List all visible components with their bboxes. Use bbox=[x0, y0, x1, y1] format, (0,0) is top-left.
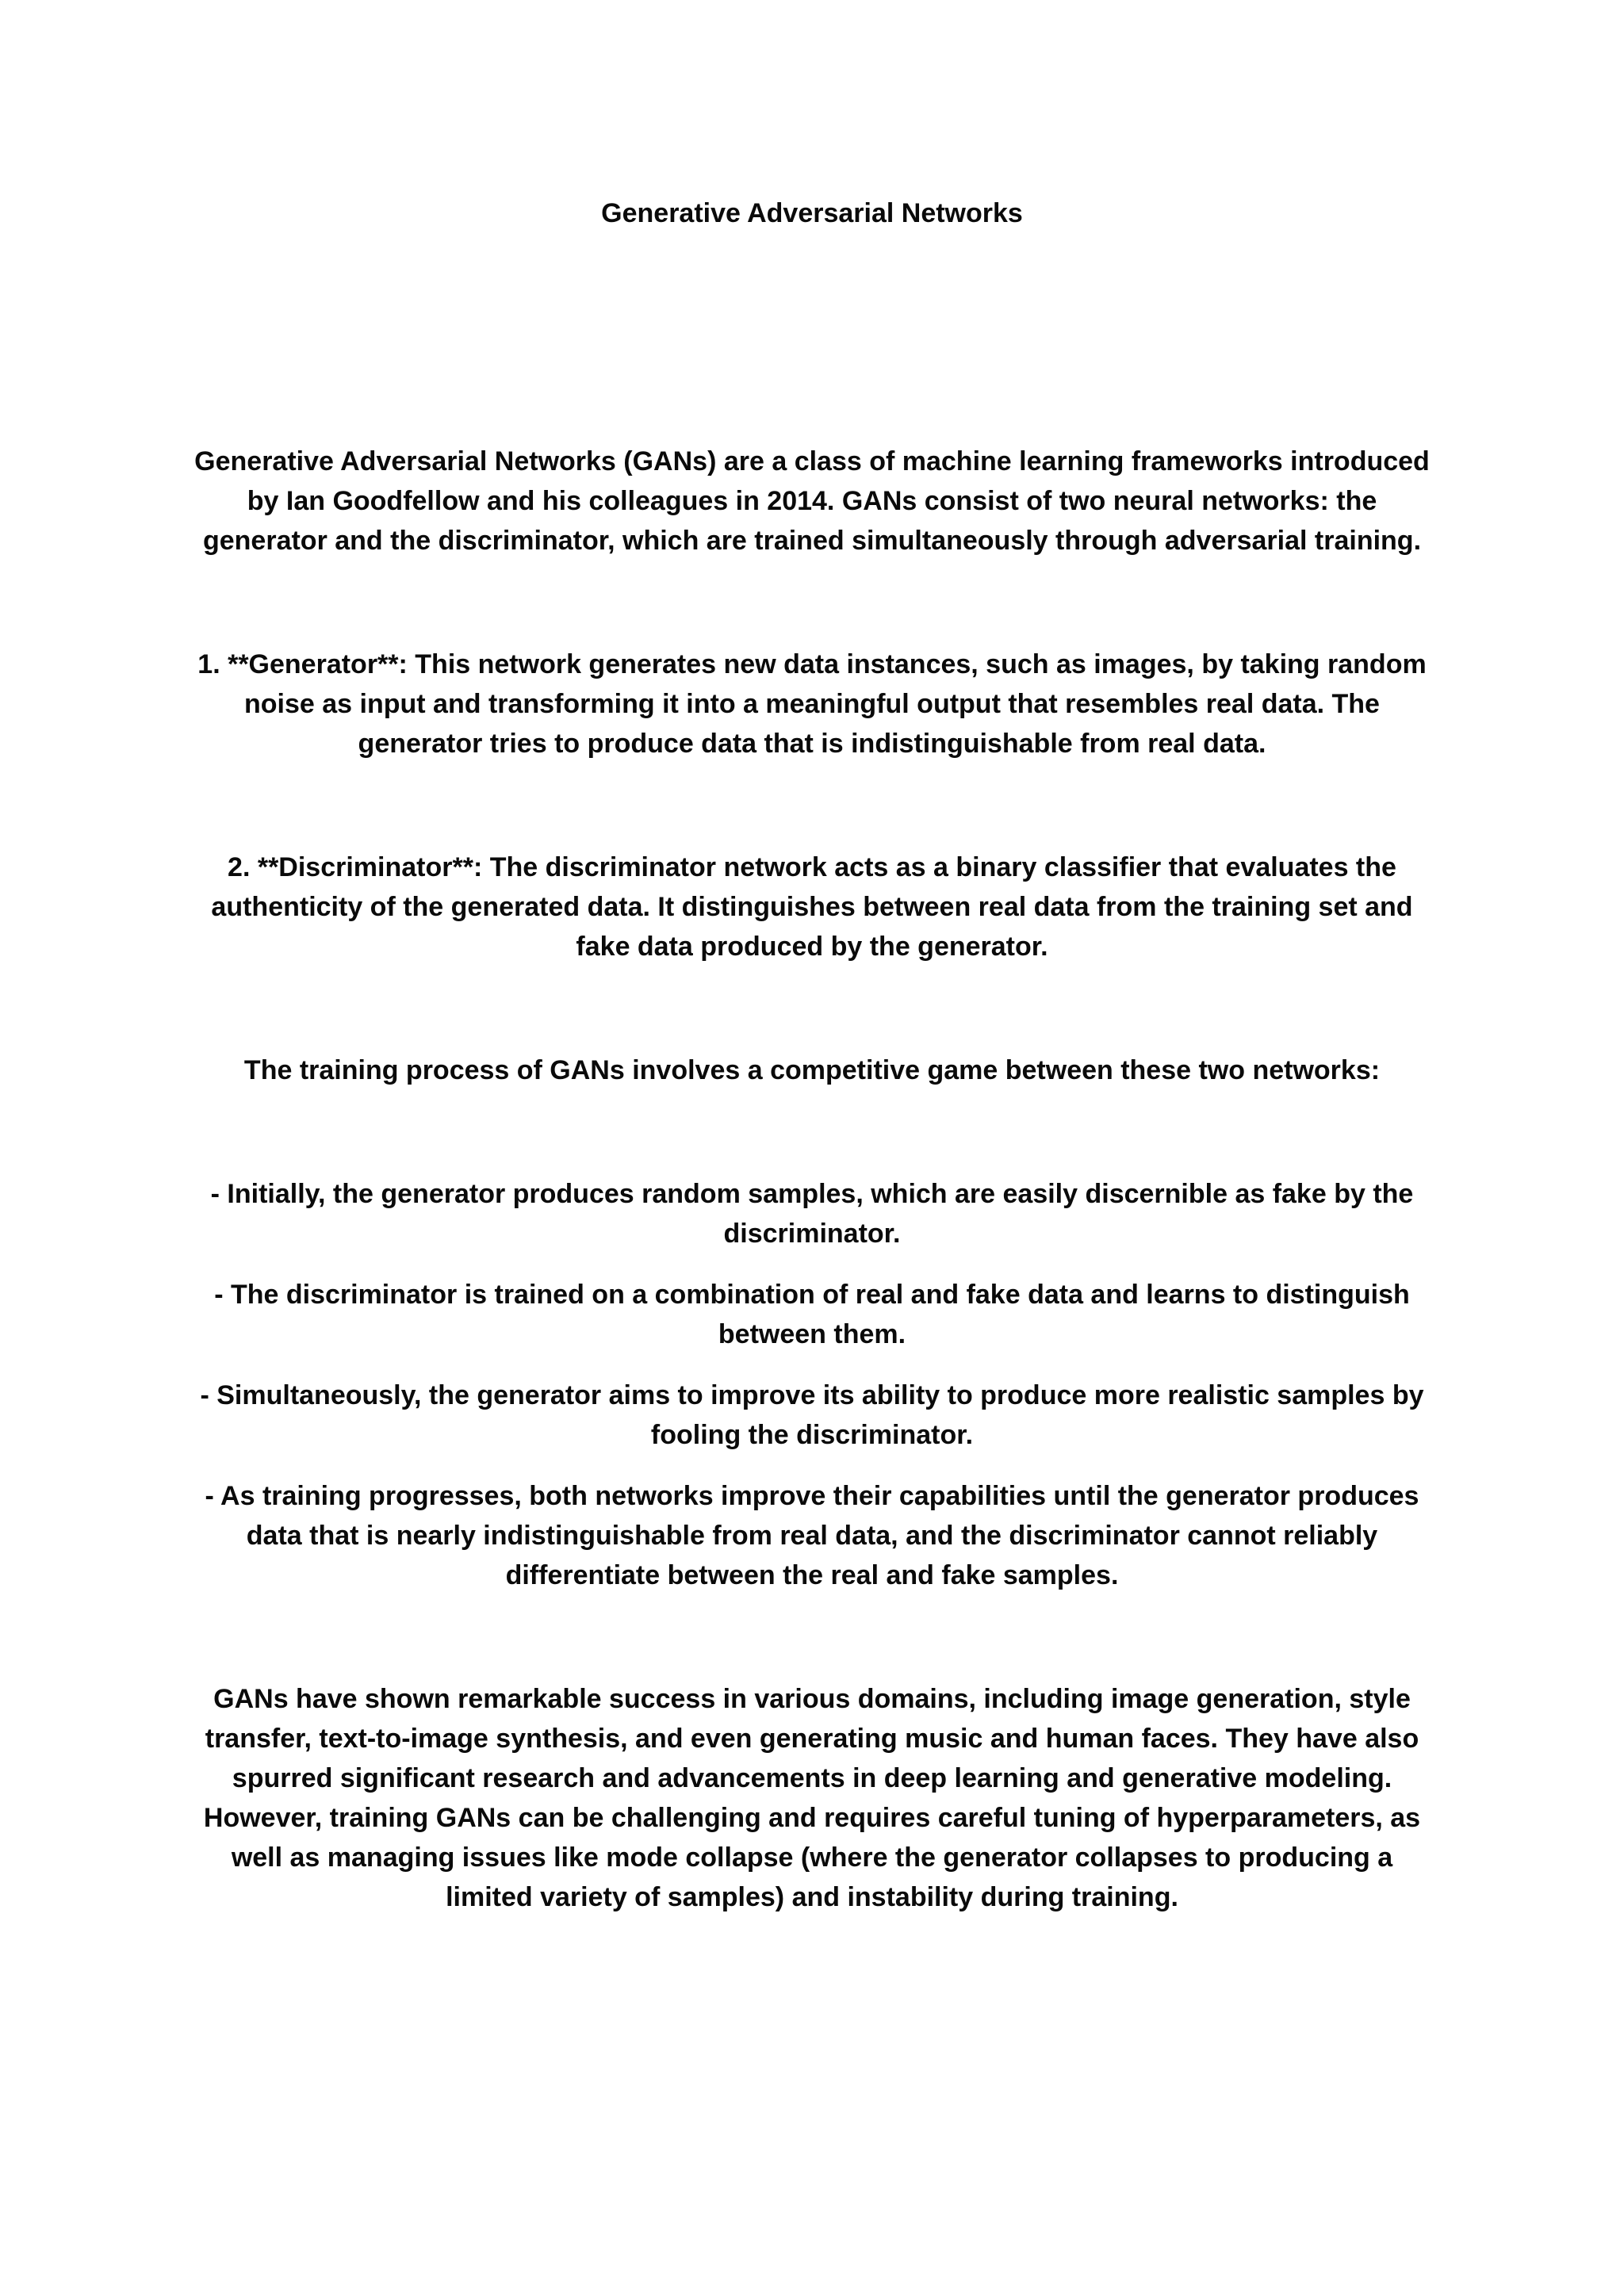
conclusion-paragraph: GANs have shown remarkable success in various domains, including image generation, style transfer, text-to-image synthesis, and even generating music and human faces. They have also spurred significant research and advancements in deep learning and generative modeling. However, training GANs can be challenging and requires careful tuning of hyperparameters, as well as managing issues like mode collapse (where the generator collapses to producing a limited variety of samples) and instability during training. bbox=[203, 1684, 1421, 1912]
bullet-item: - The discriminator is trained on a combination of real and fake data and learns to distinguish between them. bbox=[214, 1280, 1410, 1349]
intro-paragraph: Generative Adversarial Networks (GANs) are a class of machine learning frameworks introduced by Ian Goodfellow and his colleagues in 2014. GANs consist of two neural networks: the generator and the discriminator, which are trained simultaneously through adversarial training. bbox=[194, 446, 1430, 556]
document-title: Generative Adversarial Networks bbox=[601, 198, 1023, 228]
discriminator-paragraph: 2. **Discriminator**: The discriminator network acts as a binary classifier that evaluates the authenticity of the generated data. It distinguishes between real data from the training set and fake data produced by the generator. bbox=[211, 852, 1413, 962]
generator-paragraph: 1. **Generator**: This network generates new data instances, such as images, by taking random noise as input and transforming it into a meaningful output that resembles real data. The generator tries to produce data that is indistinguishable from real data. bbox=[197, 649, 1427, 759]
training-intro-paragraph: The training process of GANs involves a competitive game between these two networks: bbox=[243, 1055, 1381, 1085]
bullet-item: - Simultaneously, the generator aims to improve its ability to produce more realistic samples by fooling the discriminator. bbox=[200, 1380, 1424, 1450]
bullet-item: - Initially, the generator produces random samples, which are easily discernible as fake by the discriminator. bbox=[210, 1179, 1414, 1249]
bullet-item: - As training progresses, both networks improve their capabilities until the generator produces data that is nearly indistinguishable from real data, and the discriminator cannot reliably differentiate between the real and fake samples. bbox=[205, 1481, 1419, 1590]
